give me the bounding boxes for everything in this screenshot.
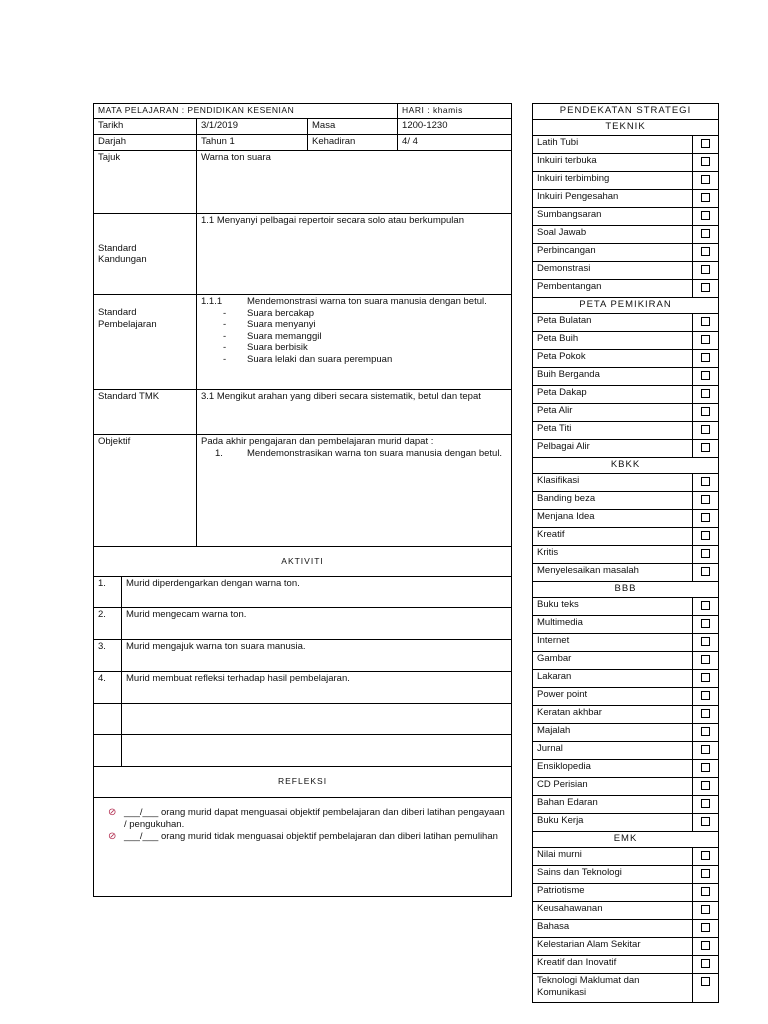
checkbox[interactable] <box>701 211 710 220</box>
peta-label: Peta Bulatan <box>533 314 693 332</box>
teknik-row <box>533 154 719 172</box>
emk-row <box>533 884 719 902</box>
bbb-row <box>533 706 719 724</box>
bbb-row <box>533 742 719 760</box>
kbkk-row <box>533 510 719 528</box>
teknik-row <box>533 262 719 280</box>
aktiviti-number: 2. <box>94 608 122 640</box>
objektif-label: Objektif <box>94 435 197 547</box>
teknik-row <box>533 280 719 298</box>
checkbox[interactable] <box>701 799 710 808</box>
checkbox[interactable] <box>701 443 710 452</box>
bbb-label: Keratan akhbar <box>533 706 693 724</box>
kbkk-label: Kreatif <box>533 528 693 546</box>
checkbox[interactable] <box>701 477 710 486</box>
kbkk-row <box>533 564 719 582</box>
checkbox[interactable] <box>701 763 710 772</box>
emk-label: Sains dan Teknologi <box>533 866 693 884</box>
peta-row <box>533 404 719 422</box>
peta-title: PETA PEMIKIRAN <box>533 298 719 314</box>
aktiviti-row-empty <box>94 735 512 767</box>
checkbox[interactable] <box>701 817 710 826</box>
aktiviti-title: AKTIVITI <box>94 547 512 577</box>
aktiviti-text: Murid mengajuk warna ton suara manusia. <box>122 640 512 672</box>
teknik-row <box>533 172 719 190</box>
checkbox[interactable] <box>701 941 710 950</box>
emk-label: Nilai murni <box>533 848 693 866</box>
refleksi-line-2: ___/___ orang murid tidak menguasai objektif pembelajaran dan diberi latihan pemulihan <box>124 831 498 842</box>
teknik-label: Inkuiri Pengesahan <box>533 190 693 208</box>
check-circle-icon: ⊘ <box>108 807 117 818</box>
aktiviti-text: Murid diperdengarkan dengan warna ton. <box>122 577 512 608</box>
kehadiran-value: 4/ 4 <box>398 135 512 151</box>
emk-row <box>533 938 719 956</box>
sp-item: - Suara memanggil <box>223 330 322 342</box>
peta-label: Peta Dakap <box>533 386 693 404</box>
bbb-row <box>533 814 719 832</box>
kbkk-label: Kritis <box>533 546 693 564</box>
checkbox[interactable] <box>701 745 710 754</box>
teknik-label: Perbincangan <box>533 244 693 262</box>
kbkk-label: Menjana Idea <box>533 510 693 528</box>
sp-item: - Suara berbisik <box>223 342 308 353</box>
teknik-row <box>533 190 719 208</box>
checkbox[interactable] <box>701 869 710 878</box>
standard-pembelajaran-value <box>197 295 512 390</box>
aktiviti-number: 3. <box>94 640 122 672</box>
emk-row <box>533 848 719 866</box>
bbb-label: Majalah <box>533 724 693 742</box>
sp-item: - Suara bercakap <box>223 307 315 319</box>
teknik-row <box>533 244 719 262</box>
bbb-row <box>533 760 719 778</box>
tarikh-value: 3/1/2019 <box>197 119 308 135</box>
teknik-label: Soal Jawab <box>533 226 693 244</box>
bbb-row <box>533 688 719 706</box>
teknik-label: Inkuiri terbimbing <box>533 172 693 190</box>
checkbox[interactable] <box>701 781 710 790</box>
checkbox[interactable] <box>701 549 710 558</box>
kbkk-label: Klasifikasi <box>533 474 693 492</box>
checkbox[interactable] <box>701 265 710 274</box>
checkbox[interactable] <box>701 229 710 238</box>
checkbox[interactable] <box>701 691 710 700</box>
peta-row <box>533 350 719 368</box>
kbkk-row <box>533 492 719 510</box>
checkbox[interactable] <box>701 709 710 718</box>
checkbox[interactable] <box>701 905 710 914</box>
standard-tmk-value: 3.1 Mengikut arahan yang diberi secara sistematik, betul dan tepat <box>197 390 512 435</box>
peta-label: Buih Berganda <box>533 368 693 386</box>
subject-header: MATA PELAJARAN : PENDIDIKAN KESENIAN <box>94 104 398 119</box>
checkbox[interactable] <box>701 283 710 292</box>
checkbox[interactable] <box>701 851 710 860</box>
checkbox[interactable] <box>701 567 710 576</box>
day-header: HARI : khamis <box>398 104 512 119</box>
bbb-row <box>533 670 719 688</box>
checkbox[interactable] <box>701 407 710 416</box>
emk-row <box>533 866 719 884</box>
emk-row <box>533 920 719 938</box>
tarikh-label: Tarikh <box>94 119 197 135</box>
bbb-row <box>533 598 719 616</box>
darjah-value: Tahun 1 <box>197 135 308 151</box>
peta-row <box>533 314 719 332</box>
standard-kandungan-value: 1.1 Menyanyi pelbagai repertoir secara solo atau berkumpulan <box>197 214 512 295</box>
checkbox[interactable] <box>701 923 710 932</box>
kbkk-label: Menyelesaikan masalah <box>533 564 693 582</box>
checkbox[interactable] <box>701 317 710 326</box>
peta-label: Peta Alir <box>533 404 693 422</box>
standard-kandungan-label: Standard Kandungan <box>94 214 197 295</box>
emk-title: EMK <box>533 832 719 848</box>
teknik-label: Latih Tubi <box>533 136 693 154</box>
refleksi-body <box>94 798 512 897</box>
bbb-row <box>533 634 719 652</box>
checkbox[interactable] <box>701 157 710 166</box>
bbb-title: BBB <box>533 582 719 598</box>
standard-tmk-label: Standard TMK <box>94 390 197 435</box>
teknik-row <box>533 136 719 154</box>
checkbox[interactable] <box>701 425 710 434</box>
bbb-label: CD Perisian <box>533 778 693 796</box>
checkbox[interactable] <box>701 673 710 682</box>
bbb-label: Lakaran <box>533 670 693 688</box>
bbb-label: Buku Kerja <box>533 814 693 832</box>
aktiviti-number: 4. <box>94 672 122 704</box>
sp-item: - Suara menyanyi <box>223 319 316 330</box>
checkbox[interactable] <box>701 977 710 986</box>
checkbox[interactable] <box>701 371 710 380</box>
bbb-label: Buku teks <box>533 598 693 616</box>
aktiviti-row <box>94 577 512 608</box>
teknik-label: Inkuiri terbuka <box>533 154 693 172</box>
bbb-row <box>533 652 719 670</box>
checkbox[interactable] <box>701 247 710 256</box>
aktiviti-number: 1. <box>94 577 122 608</box>
sp-text: Mendemonstrasi warna ton suara manusia dengan betul. <box>247 296 487 307</box>
teknik-label: Sumbangsaran <box>533 208 693 226</box>
checkbox[interactable] <box>701 619 710 628</box>
checkbox[interactable] <box>701 495 710 504</box>
sp-item: - Suara lelaki dan suara perempuan <box>223 353 393 365</box>
kbkk-row <box>533 474 719 492</box>
peta-row <box>533 386 719 404</box>
peta-row <box>533 422 719 440</box>
kbkk-row <box>533 546 719 564</box>
emk-label: Patriotisme <box>533 884 693 902</box>
checkbox[interactable] <box>701 531 710 540</box>
kehadiran-label: Kehadiran <box>308 135 398 151</box>
masa-value: 1200-1230 <box>398 119 512 135</box>
masa-label: Masa <box>308 119 398 135</box>
kbkk-title: KBKK <box>533 458 719 474</box>
kbkk-row <box>533 528 719 546</box>
teknik-row <box>533 208 719 226</box>
peta-row <box>533 332 719 350</box>
checkbox[interactable] <box>701 727 710 736</box>
emk-row <box>533 902 719 920</box>
bbb-row <box>533 724 719 742</box>
kbkk-label: Banding beza <box>533 492 693 510</box>
peta-label: Peta Buih <box>533 332 693 350</box>
teknik-title: TEKNIK <box>533 120 719 136</box>
checkbox[interactable] <box>701 175 710 184</box>
bbb-label: Power point <box>533 688 693 706</box>
checkbox[interactable] <box>701 193 710 202</box>
bbb-row <box>533 616 719 634</box>
checkbox[interactable] <box>701 601 710 610</box>
emk-row <box>533 974 719 1003</box>
peta-row <box>533 440 719 458</box>
teknik-row <box>533 226 719 244</box>
tajuk-label: Tajuk <box>94 151 197 214</box>
checkbox[interactable] <box>701 637 710 646</box>
objektif-number: 1. <box>215 447 223 459</box>
bbb-row <box>533 796 719 814</box>
strategy-title: PENDEKATAN STRATEGI <box>533 104 719 120</box>
sp-number: 1.1.1 <box>201 296 223 307</box>
objektif-value <box>197 435 512 547</box>
lesson-plan-table <box>93 103 512 897</box>
checkbox[interactable] <box>701 353 710 362</box>
aktiviti-row-empty <box>94 704 512 735</box>
strategy-table <box>532 103 719 1003</box>
tajuk-value: Warna ton suara <box>197 151 512 214</box>
aktiviti-text: Murid mengecam warna ton. <box>122 608 512 640</box>
bbb-row <box>533 778 719 796</box>
peta-label: Pelbagai Alir <box>533 440 693 458</box>
aktiviti-text: Murid membuat refleksi terhadap hasil pembelajaran. <box>122 672 512 704</box>
emk-label: Kreatif dan Inovatif <box>533 956 693 974</box>
checkbox[interactable] <box>701 139 710 148</box>
aktiviti-row <box>94 640 512 672</box>
checkbox[interactable] <box>701 887 710 896</box>
peta-label: Peta Pokok <box>533 350 693 368</box>
teknik-label: Demonstrasi <box>533 262 693 280</box>
peta-row <box>533 368 719 386</box>
standard-pembelajaran-label: Standard Pembelajaran <box>94 295 197 390</box>
emk-label: Teknologi Maklumat dan Komunikasi <box>533 974 693 1003</box>
bbb-label: Bahan Edaran <box>533 796 693 814</box>
checkbox[interactable] <box>701 655 710 664</box>
aktiviti-row <box>94 608 512 640</box>
emk-label: Bahasa <box>533 920 693 938</box>
bbb-label: Jurnal <box>533 742 693 760</box>
checkbox[interactable] <box>701 513 710 522</box>
bbb-label: Internet <box>533 634 693 652</box>
checkbox[interactable] <box>701 389 710 398</box>
emk-label: Keusahawanan <box>533 902 693 920</box>
objektif-intro: Pada akhir pengajaran dan pembelajaran murid dapat : <box>201 436 434 447</box>
refleksi-title: REFLEKSI <box>94 767 512 798</box>
objektif-text: Mendemonstrasikan warna ton suara manusia dengan betul. <box>247 447 503 459</box>
bbb-label: Gambar <box>533 652 693 670</box>
check-circle-icon: ⊘ <box>108 831 117 842</box>
aktiviti-row <box>94 672 512 704</box>
emk-row <box>533 956 719 974</box>
refleksi-line-1: ___/___ orang murid dapat menguasai objektif pembelajaran dan diberi latihan pengayaan / pengukuhan. <box>124 807 505 830</box>
checkbox[interactable] <box>701 959 710 968</box>
teknik-label: Pembentangan <box>533 280 693 298</box>
darjah-label: Darjah <box>94 135 197 151</box>
bbb-label: Multimedia <box>533 616 693 634</box>
emk-label: Kelestarian Alam Sekitar <box>533 938 693 956</box>
bbb-label: Ensiklopedia <box>533 760 693 778</box>
checkbox[interactable] <box>701 335 710 344</box>
peta-label: Peta Titi <box>533 422 693 440</box>
